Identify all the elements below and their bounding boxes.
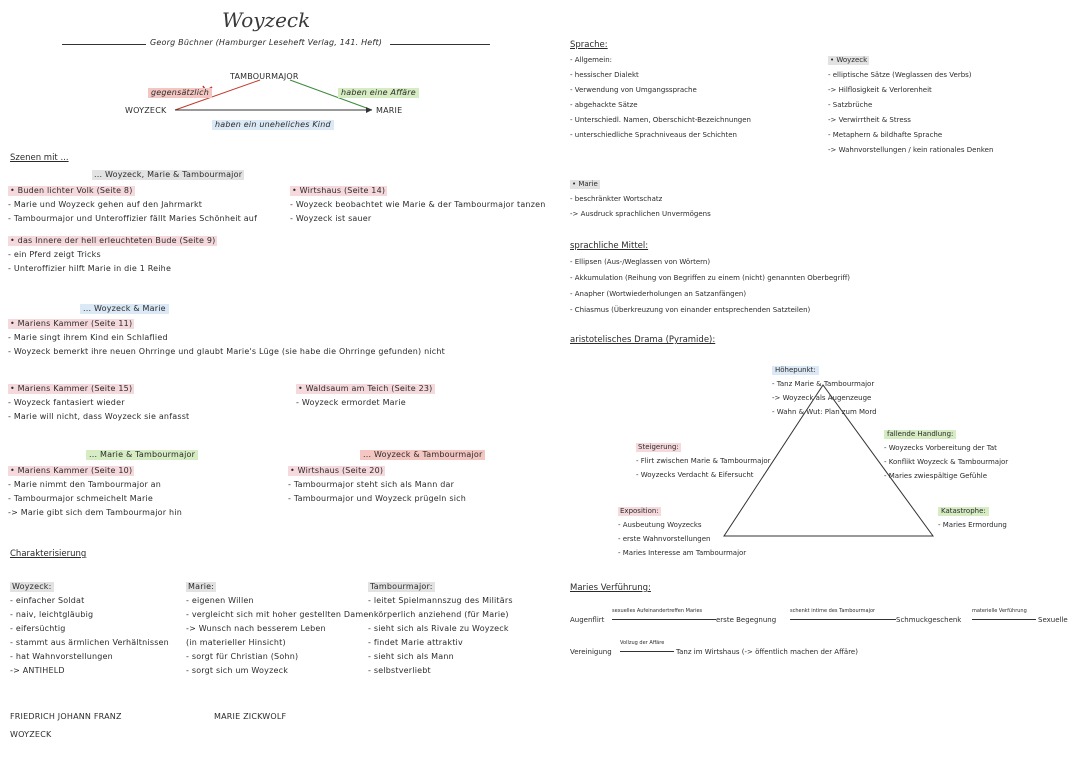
verf-arrow4-label: Vollzug der Affäre — [620, 640, 665, 646]
list-item: -> Ausdruck sprachlichen Unvermögens — [570, 210, 711, 218]
szenen-group2-label: ... Woyzeck & Marie — [80, 304, 169, 314]
list-item: - Marie singt ihrem Kind ein Schlaflied — [8, 333, 168, 342]
char-title: Marie: — [188, 582, 215, 591]
verf-augenflirt: Augenflirt — [570, 616, 605, 624]
document-subtitle: Georg Büchner (Hamburger Leseheft Verlag, 141. Heft) — [150, 38, 383, 47]
woyzeck-fullname-1: FRIEDRICH JOHANN FRANZ — [10, 712, 122, 721]
list-item: - Marie und Woyzeck gehen auf den Jahrmarkt — [8, 200, 203, 209]
list-item: - Maries zwiespältige Gefühle — [884, 472, 988, 480]
list-item: -> Wunsch nach besserem Leben — [186, 624, 326, 633]
rel-marie: MARIE — [376, 106, 403, 115]
verf-arrow4 — [620, 651, 674, 652]
list-item: -> Hilflosigkeit & Verlorenheit — [828, 86, 932, 94]
szenen-heading: Szenen mit ... — [10, 153, 69, 163]
list-item: - hat Wahnvorstellungen — [10, 652, 113, 661]
scene-bude-innen — [8, 236, 217, 274]
verf-arrow3 — [972, 619, 1036, 620]
list-item: - hessischer Dialekt — [570, 71, 639, 79]
verf-schmuck: Schmuckgeschenk — [896, 616, 962, 624]
list-item: - Woyzeck fantasiert wieder — [8, 398, 125, 407]
rel-tambourmajor: TAMBOURMAJOR — [230, 72, 299, 81]
list-item: - eigenen Willen — [186, 596, 254, 605]
list-item: - Woyzecks Verdacht & Eifersucht — [636, 471, 754, 479]
scene-title: • das Innere der hell erleuchteten Bude (Seite 9) — [10, 236, 216, 245]
list-item: - findet Marie attraktiv — [368, 638, 463, 647]
scene-title: • Mariens Kammer (Seite 11) — [10, 319, 133, 328]
list-item: - Metaphern & bildhafte Sprache — [828, 131, 943, 139]
scene-wirtshaus-20 — [288, 466, 466, 504]
list-item: - Woyzeck bemerkt ihre neuen Ohrringe und glaubt Marie's Lüge (sie habe die Ohrringe gefunden) nicht — [8, 347, 445, 356]
list-item: - Tambourmajor steht sich als Mann dar — [288, 480, 455, 489]
verfuehrung-heading: Maries Verführung: — [570, 583, 651, 593]
list-item: - ein Pferd zeigt Tricks — [8, 250, 101, 259]
char-title: Woyzeck: — [12, 582, 52, 591]
rel-affaere: haben eine Affäre — [338, 88, 419, 98]
char-title: Tambourmajor: — [370, 582, 433, 591]
drama-title: Exposition: — [620, 507, 659, 515]
szenen-group1-label: ... Woyzeck, Marie & Tambourmajor — [94, 170, 243, 179]
list-item: - vergleicht sich mit hoher gestellten Damen — [186, 610, 374, 619]
list-item: - unterschiedliche Sprachniveaus der Schichten — [570, 131, 737, 139]
list-item: - einfacher Soldat — [10, 596, 85, 605]
drama-title: Katastrophe: — [938, 507, 989, 516]
scene-mariens-kammer-15 — [8, 384, 189, 422]
sprache-marie — [570, 180, 711, 219]
verf-arrow2 — [790, 619, 896, 620]
list-item: - Verwendung von Umgangssprache — [570, 86, 697, 94]
verf-arrow1-label: sexuelles Aufeinandertreffen Maries — [612, 608, 703, 614]
woyzeck-fullname-2: WOYZECK — [10, 730, 52, 739]
list-item: - leitet Spielmannszug des Militärs — [368, 596, 513, 605]
list-item: -> Wahnvorstellungen / kein rationales Denken — [828, 146, 994, 154]
verf-arrow3-label: materielle Verführung — [972, 608, 1027, 614]
list-item: - erste Wahnvorstellungen — [618, 535, 711, 543]
drama-title: Höhepunkt: — [772, 366, 819, 375]
list-item: - Konflikt Woyzeck & Tambourmajor — [884, 458, 1009, 466]
list-item: - Marie will nicht, dass Woyzeck sie anfasst — [8, 412, 190, 421]
verf-arrow2-label: schenkt intime des Tambourmajor — [790, 608, 876, 614]
list-item: - Unteroffizier hilft Marie in die 1 Reihe — [8, 264, 172, 273]
list-item: -> Woyzeck als Augenzeuge — [772, 394, 872, 402]
sprache-woyzeck-title: • Woyzeck — [830, 56, 868, 64]
list-item: -> Marie gibt sich dem Tambourmajor hin — [8, 508, 182, 517]
drama-exposition — [618, 507, 746, 558]
rel-woyzeck: WOYZECK — [125, 106, 167, 115]
char-woyzeck — [10, 582, 169, 676]
list-item: - Maries Interesse am Tambourmajor — [618, 549, 747, 557]
sprache-woyzeck — [828, 56, 993, 155]
list-item: - selbstverliebt — [368, 666, 431, 675]
scene-mariens-kammer-11 — [8, 319, 445, 357]
list-item: - Unterschiedl. Namen, Oberschicht-Bezeichnungen — [570, 116, 751, 124]
list-item: - Woyzeck ermordet Marie — [296, 398, 406, 407]
list-item: - körperlich anziehend (für Marie) — [368, 610, 509, 619]
szenen-group4-label: ... Woyzeck & Tambourmajor — [360, 450, 485, 460]
scene-title: • Mariens Kammer (Seite 15) — [10, 384, 133, 393]
verf-arrow1 — [612, 619, 716, 620]
sprachliche-mittel — [570, 258, 850, 315]
drama-heading: aristotelisches Drama (Pyramide): — [570, 335, 716, 345]
scene-waldsaum — [296, 384, 435, 408]
scene-title: • Wirtshaus (Seite 20) — [290, 466, 384, 475]
drama-katastrophe — [938, 507, 1007, 530]
list-item: -> ANTIHELD — [10, 666, 65, 675]
list-item: - Satzbrüche — [828, 101, 873, 109]
drama-title: fallende Handlung: — [884, 430, 956, 439]
list-item: - beschränkter Wortschatz — [570, 195, 663, 203]
sprache-allgemein — [570, 56, 751, 140]
relations-diagram — [0, 0, 560, 140]
verf-begegnung: erste Begegnung — [716, 616, 777, 624]
sprache-marie-title: • Marie — [572, 180, 598, 188]
drama-fallende-handlung — [884, 430, 1008, 481]
list-item: - Maries Ermordung — [938, 521, 1007, 529]
verf-sexuelle: Sexuelle — [1038, 616, 1068, 624]
list-item: - sieht sich als Mann — [368, 652, 454, 661]
list-item: - Tambourmajor und Unteroffizier fällt Maries Schönheit auf — [8, 214, 258, 223]
marie-fullname: MARIE ZICKWOLF — [214, 712, 287, 721]
list-item: - Marie nimmt den Tambourmajor an — [8, 480, 162, 489]
list-item: - Woyzeck beobachtet wie Marie & der Tambourmajor tanzen — [290, 200, 546, 209]
list-item: - Wahn & Wut: Plan zum Mord — [772, 408, 877, 416]
list-item: - sorgt sich um Woyzeck — [186, 666, 289, 675]
list-item: - Tambourmajor und Woyzeck prügeln sich — [288, 494, 466, 503]
list-item: - sorgt für Christian (Sohn) — [186, 652, 299, 661]
scene-buden — [8, 186, 257, 224]
list-item: - sieht sich als Rivale zu Woyzeck — [368, 624, 509, 633]
list-item: - Flirt zwischen Marie & Tambourmajor — [636, 457, 771, 465]
list-item: - Anapher (Wortwiederholungen an Satzanfängen) — [570, 290, 747, 298]
drama-steigerung — [636, 443, 770, 480]
list-item: - naiv, leichtgläubig — [10, 610, 94, 619]
document-title: Woyzeck — [222, 8, 311, 32]
sprache-heading: Sprache: — [570, 40, 608, 50]
scene-mariens-kammer-10 — [8, 466, 182, 518]
char-tambourmajor — [368, 582, 513, 676]
list-item: - Ellipsen (Aus-/Weglassen von Wörtern) — [570, 258, 711, 266]
scene-title: • Buden lichter Volk (Seite 8) — [10, 186, 133, 195]
verf-vereinigung: Vereinigung — [570, 648, 612, 656]
list-item: - Woyzeck ist sauer — [290, 214, 372, 223]
rel-kind: haben ein uneheliches Kind — [212, 120, 334, 130]
scene-wirtshaus-14 — [290, 186, 546, 224]
list-item: (in materieller Hinsicht) — [186, 638, 286, 647]
list-item: - elliptische Sätze (Weglassen des Verbs) — [828, 71, 972, 79]
scene-title: • Waldsaum am Teich (Seite 23) — [298, 384, 433, 393]
szenen-group3-label: ... Marie & Tambourmajor — [86, 450, 198, 460]
list-item: - Ausbeutung Woyzecks — [618, 521, 702, 529]
list-item: - Akkumulation (Reihung von Begriffen zu einem (nicht) genannten Oberbegriff) — [570, 274, 850, 282]
drama-title: Steigerung: — [638, 443, 679, 451]
scene-title: • Wirtshaus (Seite 14) — [292, 186, 386, 195]
list-item: - stammt aus ärmlichen Verhältnissen — [10, 638, 169, 647]
arrowhead — [366, 107, 372, 113]
list-item: - Tambourmajor schmeichelt Marie — [8, 494, 154, 503]
list-item: - Woyzecks Vorbereitung der Tat — [884, 444, 997, 452]
list-item: - Tanz Marie & Tambourmajor — [772, 380, 875, 388]
list-item: - abgehackte Sätze — [570, 101, 638, 109]
list-item: -> Verwirrtheit & Stress — [828, 116, 911, 124]
scene-title: • Mariens Kammer (Seite 10) — [10, 466, 133, 475]
list-item: - Allgemein: — [570, 56, 613, 64]
rel-gegensaetzlich: gegensätzlich — [148, 88, 212, 98]
sprachliche-mittel-heading: sprachliche Mittel: — [570, 241, 649, 251]
list-item: - eifersüchtig — [10, 624, 66, 633]
charakter-heading: Charakterisierung — [10, 549, 87, 559]
drama-hoehepunkt — [772, 366, 877, 417]
list-item: - Chiasmus (Überkreuzung von einander entsprechenden Satzteilen) — [570, 306, 811, 314]
char-marie — [186, 582, 374, 676]
verf-tanz: Tanz im Wirtshaus (-> öffentlich machen der Affäre) — [676, 648, 858, 656]
